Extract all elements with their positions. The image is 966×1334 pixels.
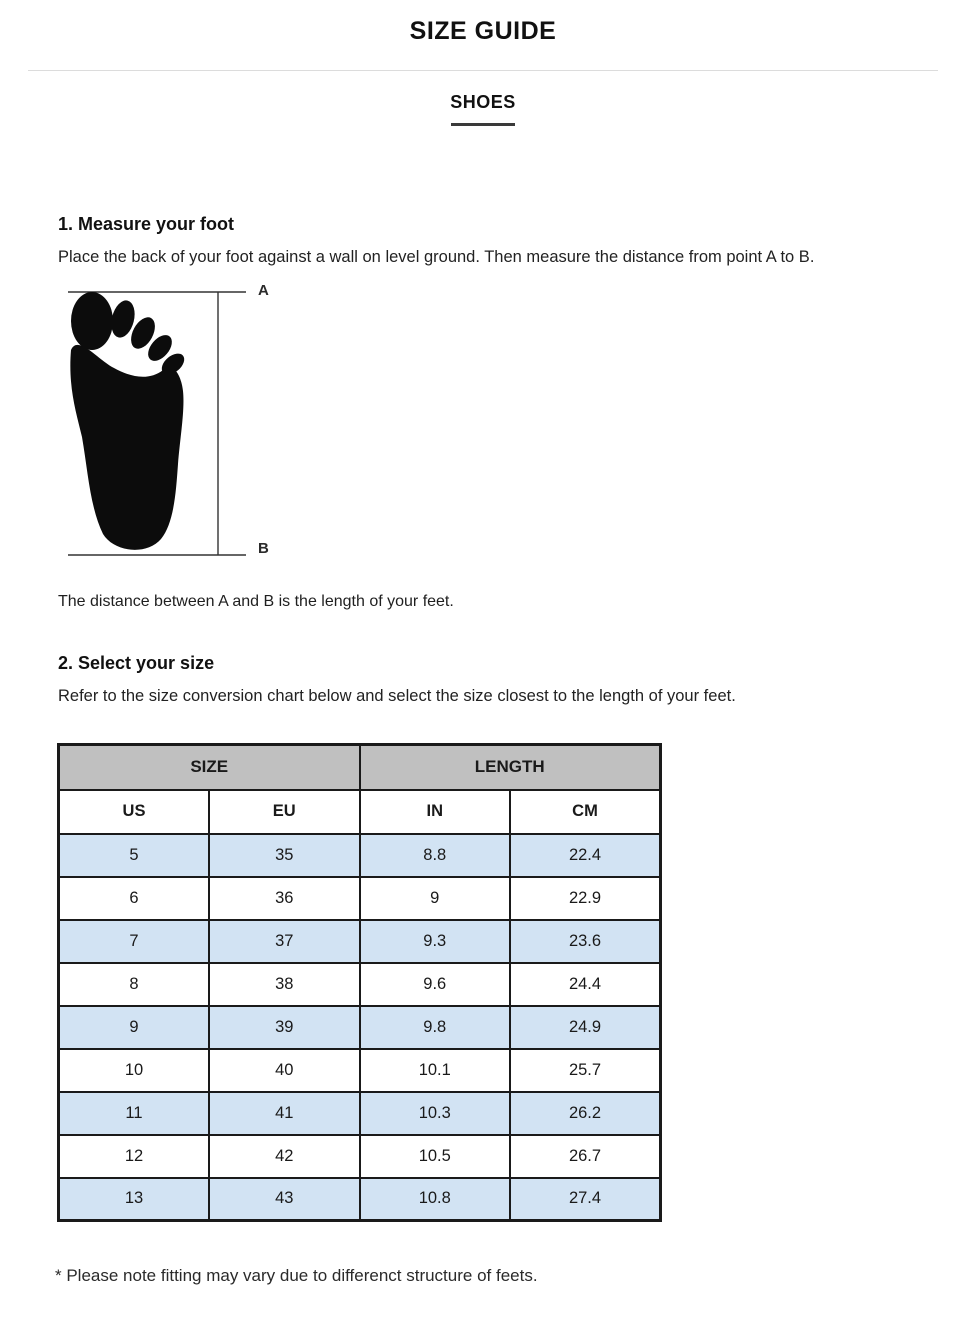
cell-eu: 38: [209, 963, 360, 1006]
column-header-eu: EU: [209, 790, 360, 834]
group-header-length: LENGTH: [360, 745, 661, 790]
step1-heading: 1. Measure your foot: [58, 214, 235, 234]
fitting-footnote: * Please note fitting may vary due to differenct structure of feets.: [55, 1266, 538, 1285]
foot-silhouette-icon: [70, 292, 188, 550]
category-label: SHOES: [450, 92, 516, 112]
header-divider: [28, 70, 938, 71]
cell-eu: 37: [209, 920, 360, 963]
cell-eu: 36: [209, 877, 360, 920]
table-row: [59, 877, 661, 920]
group-header-size: SIZE: [59, 745, 360, 790]
cell-us: 5: [59, 834, 210, 877]
diagram-caption: The distance between A and B is the length of your feet.: [58, 593, 454, 610]
column-header-in: IN: [360, 790, 511, 834]
table-row: [59, 963, 661, 1006]
cell-us: 13: [59, 1178, 210, 1221]
table-row: [59, 1135, 661, 1178]
cell-cm: 25.7: [510, 1049, 661, 1092]
table-column-header-row: [59, 790, 661, 834]
step1-section: [58, 214, 908, 267]
cell-cm: 22.9: [510, 877, 661, 920]
step2-heading: 2. Select your size: [58, 653, 215, 673]
size-conversion-table: [57, 743, 662, 1222]
step1-description: Place the back of your foot against a wall on level ground. Then measure the distance from point A to B.: [58, 248, 815, 266]
table-group-header-row: [59, 745, 661, 790]
cell-cm: 27.4: [510, 1178, 661, 1221]
category-underline: [451, 123, 515, 126]
cell-us: 12: [59, 1135, 210, 1178]
table-row: [59, 1178, 661, 1221]
point-a-label: A: [258, 282, 269, 299]
cell-us: 9: [59, 1006, 210, 1049]
cell-in: 9: [360, 877, 511, 920]
table-row: [59, 920, 661, 963]
cell-cm: 23.6: [510, 920, 661, 963]
step2-description: Refer to the size conversion chart below and select the size closest to the length of your feet.: [58, 687, 736, 705]
cell-us: 8: [59, 963, 210, 1006]
cell-cm: 24.9: [510, 1006, 661, 1049]
cell-cm: 26.7: [510, 1135, 661, 1178]
cell-in: 10.3: [360, 1092, 511, 1135]
cell-eu: 42: [209, 1135, 360, 1178]
column-header-us: US: [59, 790, 210, 834]
cell-eu: 41: [209, 1092, 360, 1135]
page-title: SIZE GUIDE: [409, 17, 557, 45]
cell-us: 6: [59, 877, 210, 920]
cell-eu: 35: [209, 834, 360, 877]
point-b-label: B: [258, 540, 269, 557]
table-row: [59, 1092, 661, 1135]
table-row: [59, 1006, 661, 1049]
table-row: [59, 834, 661, 877]
cell-eu: 40: [209, 1049, 360, 1092]
cell-us: 10: [59, 1049, 210, 1092]
cell-in: 10.1: [360, 1049, 511, 1092]
cell-cm: 22.4: [510, 834, 661, 877]
cell-in: 8.8: [360, 834, 511, 877]
category-header: [0, 92, 966, 126]
cell-cm: 26.2: [510, 1092, 661, 1135]
cell-us: 7: [59, 920, 210, 963]
column-header-cm: CM: [510, 790, 661, 834]
cell-eu: 43: [209, 1178, 360, 1221]
cell-in: 10.5: [360, 1135, 511, 1178]
cell-in: 9.8: [360, 1006, 511, 1049]
cell-in: 9.3: [360, 920, 511, 963]
cell-us: 11: [59, 1092, 210, 1135]
cell-eu: 39: [209, 1006, 360, 1049]
cell-in: 10.8: [360, 1178, 511, 1221]
cell-in: 9.6: [360, 963, 511, 1006]
foot-measurement-diagram: [68, 282, 368, 561]
foot-diagram-svg: [68, 288, 368, 561]
table-row: [59, 1049, 661, 1092]
cell-cm: 24.4: [510, 963, 661, 1006]
step2-section: [58, 653, 908, 706]
